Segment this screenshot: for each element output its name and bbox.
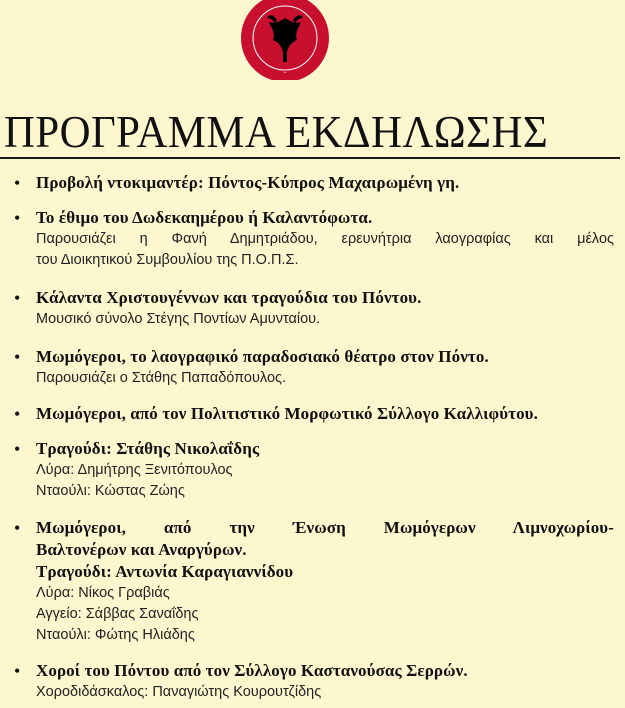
item-heading: Μωμόγεροι, το λαογραφικό παραδοσιακό θέατρο στον Πόντο.	[36, 347, 489, 366]
item-heading: Κάλαντα Χριστουγέννων και τραγούδια του Πόντου.	[36, 288, 422, 307]
bullet-icon: •	[14, 439, 21, 459]
list-item	[14, 438, 614, 502]
list-item	[14, 346, 614, 389]
item-detail: Αγγείο: Σάββας Σαναΐδης	[36, 606, 199, 622]
program-list	[14, 172, 614, 703]
list-item	[14, 172, 614, 194]
bullet-icon: •	[14, 288, 21, 308]
list-item	[14, 287, 614, 330]
item-heading: Μωμόγεροι, από την Ένωση Μωμόγερων Λιμνοχωρίου-	[36, 518, 614, 537]
item-detail: Παρουσιάζει η Φανή Δημητριάδου, ερευνήτρια λαογραφίας και μέλος	[36, 231, 614, 247]
item-heading: Τραγούδι: Στάθης Νικολαΐδης	[36, 439, 260, 458]
list-item	[14, 660, 614, 703]
item-heading: Βαλτονέρων και Αναργύρων.	[36, 540, 247, 559]
item-heading: Τραγούδι: Αντωνία Καραγιαννίδου	[36, 562, 294, 581]
item-detail: Λύρα: Δημήτρης Ξενιτόπουλος	[36, 462, 233, 478]
svg-text:•: •	[283, 70, 287, 75]
item-detail: Λύρα: Νίκος Γραβιάς	[36, 585, 170, 601]
item-heading: Χοροί του Πόντου από τον Σύλλογο Καστανούσας Σερρών.	[36, 661, 468, 680]
list-item	[14, 207, 614, 271]
item-detail: του Διοικητικού Συμβουλίου της Π.Ο.Π.Σ.	[36, 252, 299, 268]
item-heading: Το έθιμο του Δωδεκαημέρου ή Καλαντόφωτα.	[36, 208, 373, 227]
item-detail: Χοροδιδάσκαλος: Παναγιώτης Κουρουτζίδης	[36, 684, 322, 700]
bullet-icon: •	[14, 404, 21, 424]
list-item	[14, 403, 614, 425]
item-heading: Μωμόγεροι, από τον Πολιτιστικό Μορφωτικό Σύλλογο Καλλιφύτου.	[36, 404, 538, 423]
bullet-icon: •	[14, 347, 21, 367]
federation-logo	[239, 0, 331, 80]
item-heading: Προβολή ντοκιμαντέρ: Πόντος-Κύπρος Μαχαιρωμένη γη.	[36, 173, 460, 192]
bullet-icon: •	[14, 208, 21, 228]
item-detail: Παρουσιάζει ο Στάθης Παπαδόπουλος.	[36, 370, 287, 386]
list-item	[14, 517, 614, 646]
bullet-icon: •	[14, 518, 21, 538]
double-headed-eagle-emblem-icon	[239, 0, 331, 80]
bullet-icon: •	[14, 661, 21, 681]
item-detail: Νταούλι: Κώστας Ζώης	[36, 483, 185, 499]
bullet-icon: •	[14, 173, 21, 193]
title-divider	[0, 157, 620, 159]
page-title: ΠΡΟΓΡΑΜΜΑ ΕΚΔΗΛΩΣΗΣ	[4, 106, 549, 157]
item-detail: Μουσικό σύνολο Στέγης Ποντίων Αμυνταίου.	[36, 311, 321, 327]
item-detail: Νταούλι: Φώτης Ηλιάδης	[36, 627, 195, 643]
